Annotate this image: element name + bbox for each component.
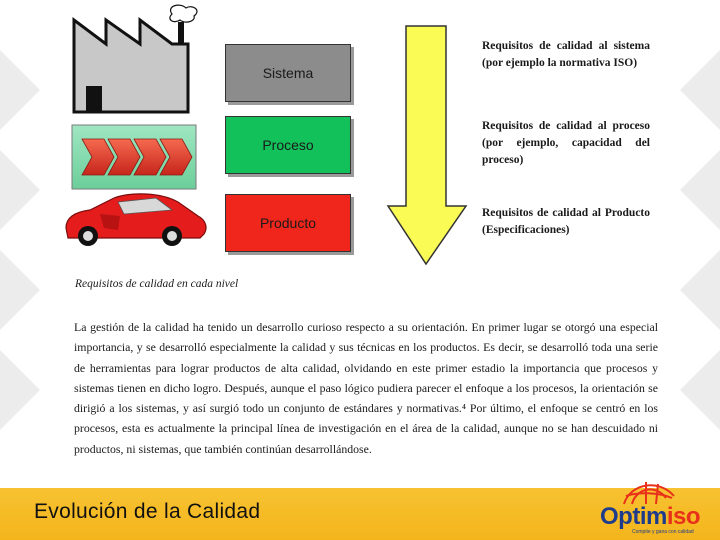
logo-tagline: Compite y gana con calidad <box>632 529 694 535</box>
down-arrow-icon <box>384 24 470 266</box>
process-chevrons-icon <box>70 123 200 191</box>
factory-icon <box>68 2 198 114</box>
logo-text-part2: iso <box>666 503 701 530</box>
optimiso-logo <box>600 503 700 531</box>
car-icon <box>60 188 210 252</box>
sistema-label: Sistema <box>262 65 314 81</box>
slide-title: Evolución de la Calidad <box>34 500 261 523</box>
proceso-label: Proceso <box>262 137 314 153</box>
requisito-sistema: Requisitos de calidad al sistema (por ejemplo la normativa ISO) <box>482 40 650 69</box>
sistema-box <box>225 44 351 102</box>
producto-box <box>225 194 351 252</box>
logo-text-part1: Optim <box>600 503 667 530</box>
requisito-producto: Requisitos de calidad al Producto (Especificaciones) <box>482 207 650 236</box>
body-paragraph: La gestión de la calidad ha tenido un desarrollo curioso respecto a su orientación. En primer lugar se otorgó una especial importancia, y se desarrolló especialmente la calidad y sus técnicas en los productos. Es decir, se desarrolló toda una serie de herramientas para lograr productos de alta calidad, olvidando en este primer estadio la importancia que procesos y sistemas tienen en dicho logro. Después, aunque el paso lógico pudiera parecer el enfoque a los procesos, la orientación se dirigió a los sistemas, y así surgió todo un conjunto de estándares y normativas.⁴ Por último, el enfoque se centró en los procesos, esta es actualmente la principal línea de investigación en el área de la calidad, aunque no se han descuidado ni productos, ni sistemas, que también continúan desarrollándose. <box>74 320 658 456</box>
proceso-box <box>225 116 351 174</box>
producto-label: Producto <box>259 215 317 231</box>
figure-caption: Requisitos de calidad en cada nivel <box>75 278 239 290</box>
requisito-proceso: Requisitos de calidad al proceso (por ejemplo, capacidad del proceso) <box>482 120 650 166</box>
